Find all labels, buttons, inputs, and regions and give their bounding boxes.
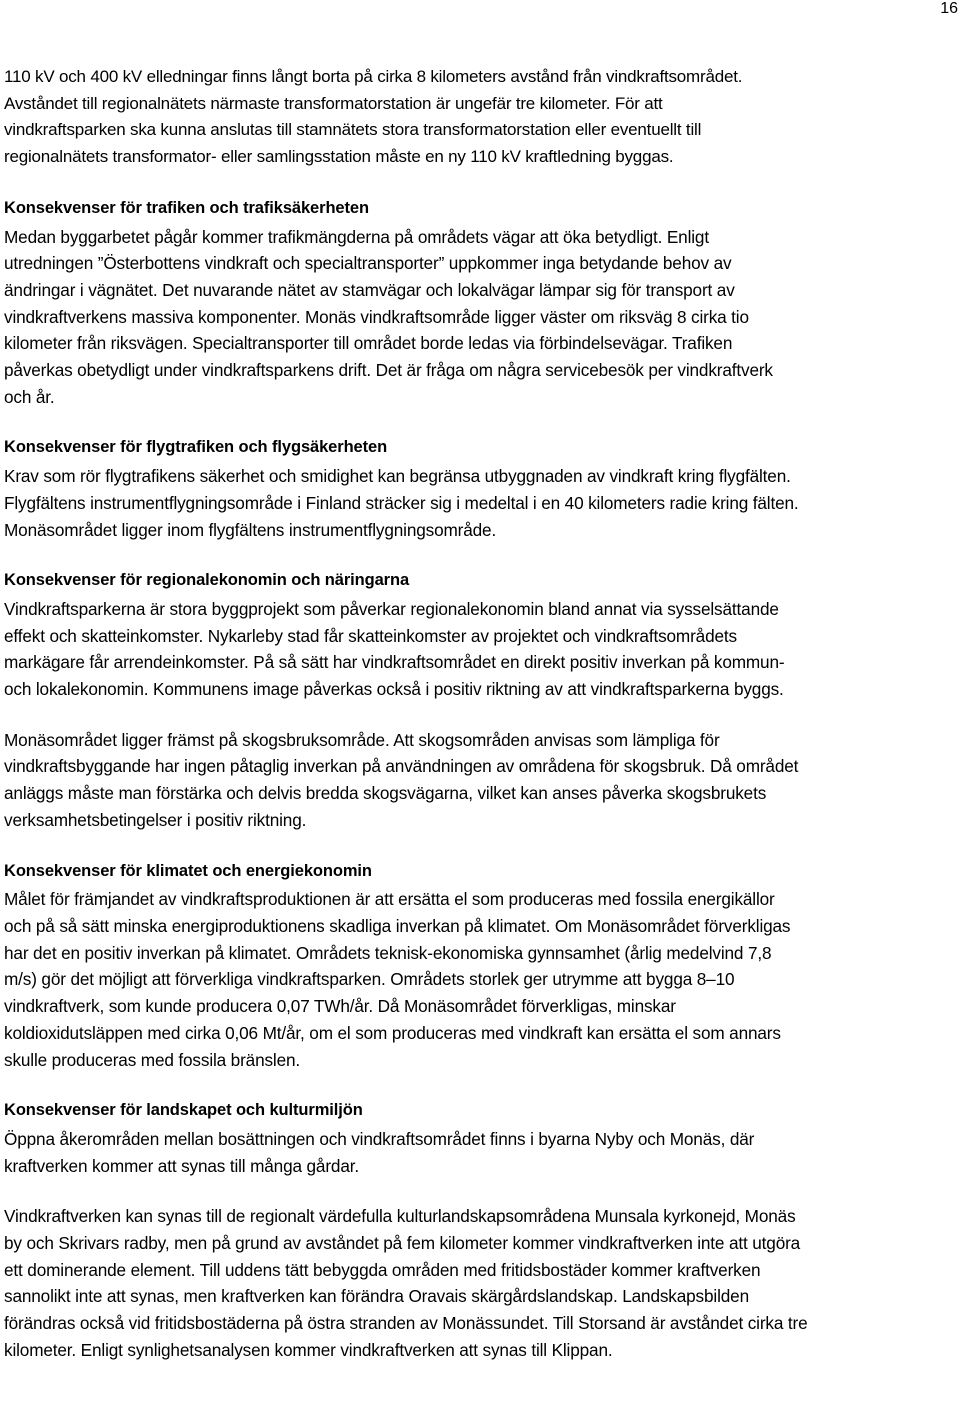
text-line: Monäsområdet ligger inom flygfältens instrumentflygningsområde.: [4, 519, 497, 540]
text-line: Monäsområdet ligger främst på skogsbruksområde. Att skogsområden anvisas som lämpliga för: [4, 729, 720, 750]
section-heading-flyg: Konsekvenser för flygtrafiken och flygsäkerheten: [4, 438, 388, 457]
text-line: påverkas obetydligt under vindkraftsparkens drift. Det är fråga om några servicebesök per vindkraftverk: [4, 360, 773, 381]
text-line: vindkraftverkens massiva komponenter. Monäs vindkraftsområde ligger väster om riksväg 8 cirka tio: [4, 306, 749, 327]
text-line: vindkraftsparken ska kunna anslutas till stamnätets stora transformatorstation eller eventuellt till: [4, 120, 702, 140]
section-paragraph: [4, 463, 956, 543]
text-line: Målet för främjandet av vindkraftsproduktionen är att ersätta el som produceras med fossila energikällor: [4, 889, 775, 910]
section-heading-trafik: Konsekvenser för trafiken och trafiksäkerheten: [4, 198, 369, 217]
text-line: anläggs måste man förstärka och delvis bredda skogsvägarna, vilket kan anses påverka skogsbrukets: [4, 783, 767, 804]
text-line: sannolikt inte att synas, men kraftverken kan förändra Oravais skärgårdslandskap. Landskapsbilden: [4, 1286, 749, 1307]
section-paragraph: [4, 1203, 956, 1363]
text-line: Vindkraftverken kan synas till de regionalt värdefulla kulturlandskapsområdena Munsala kyrkonejd, Monäs: [4, 1206, 796, 1227]
text-line: utredningen ”Österbottens vindkraft och specialtransporter” uppkommer inga betydande behov av: [4, 253, 732, 274]
text-line: vindkraftsbyggande har ingen påtaglig inverkan på användningen av områdena för skogsbruk. Då området: [4, 756, 799, 777]
section-heading-landskap: Konsekvenser för landskapet och kulturmiljön: [4, 1101, 363, 1120]
section-paragraph: [4, 1126, 956, 1179]
text-line: koldioxidutsläppen med cirka 0,06 Mt/år, om el som produceras med vindkraft kan ersätta el som annars: [4, 1022, 781, 1043]
text-line: vindkraftverk, som kunde producera 0,07 TWh/år. Då Monäsområdet förverkligas, minskar: [4, 996, 676, 1017]
text-line: kilometer. Enligt synlighetsanalysen kommer vindkraftverken att synas till Klippan.: [4, 1339, 613, 1360]
text-line: Avståndet till regionalnätets närmaste transformatorstation är ungefär tre kilometer. För att: [4, 93, 663, 113]
text-line: m/s) gör det möjligt att förverkliga vindkraftsparken. Områdets storlek ger utrymme att bygga 8–10: [4, 969, 735, 990]
text-line: Krav som rör flygtrafikens säkerhet och smidighet kan begränsa utbyggnaden av vindkraft kring flygfälten.: [4, 466, 791, 487]
text-line: och på så sätt minska energiproduktionens skadliga inverkan på klimatet. Om Monäsområdet förverkligas: [4, 915, 791, 936]
text-line: effekt och skatteinkomster. Nykarleby stad får skatteinkomster av projektet och vindkraftsområdets: [4, 625, 737, 646]
text-line: har det en positiv inverkan på klimatet. Områdets teknisk-ekonomiska gynnsamhet (årlig medelvind 7,8: [4, 942, 772, 963]
intro-paragraph: [4, 64, 956, 171]
text-line: skulle produceras med fossila bränslen.: [4, 1049, 301, 1070]
section-paragraph: [4, 727, 956, 834]
text-line: kraftverken kommer att synas till många gårdar.: [4, 1155, 359, 1176]
text-line: och år.: [4, 386, 55, 407]
text-line: förändras också vid fritidsbostäderna på östra stranden av Monässundet. Till Storsand är avståndet cirka tre: [4, 1313, 808, 1334]
text-line: ändringar i vägnätet. Det nuvarande nätet av stamvägar och lokalvägar lämpar sig för transport av: [4, 279, 735, 300]
section-paragraph: [4, 596, 956, 703]
text-line: 110 kV och 400 kV elledningar finns långt borta på cirka 8 kilometers avstånd från vindkraftsområdet.: [4, 67, 743, 86]
text-line: Flygfältens instrumentflygningsområde i Finland sträcker sig i medeltal i en 40 kilometers radie kring fälten.: [4, 492, 799, 513]
section-heading-regionalekonomi: Konsekvenser för regionalekonomin och näringarna: [4, 571, 410, 590]
section-paragraph: [4, 886, 956, 1073]
text-line: regionalnätets transformator- eller samlingsstation måste en ny 110 kV kraftledning byggas.: [4, 147, 674, 167]
text-line: ett dominerande element. Till uddens tätt bebyggda områden med fritidsbostäder kommer kraftverken: [4, 1259, 761, 1280]
section-heading-klimat: Konsekvenser för klimatet och energiekonomin: [4, 861, 372, 880]
text-line: markägare får arrendeinkomster. På så sätt har vindkraftsområdet en direkt positiv inverkan på kommun-: [4, 652, 785, 673]
text-line: Vindkraftsparkerna är stora byggprojekt som påverkar regionalekonomin bland annat via sysselsättande: [4, 598, 779, 619]
section-paragraph: [4, 224, 956, 411]
text-line: verksamhetsbetingelser i positiv riktning.: [4, 809, 307, 830]
text-line: kilometer från riksvägen. Specialtransporter till området borde ledas via förbindelsevägar. Trafiken: [4, 333, 733, 354]
text-line: och lokalekonomin. Kommunens image påverkas också i positiv riktning av att vindkraftsparkerna byggs.: [4, 679, 784, 700]
text-line: by och Skrivars radby, men på grund av avståndet på fem kilometer kommer vindkraftverken inte att utgöra: [4, 1233, 801, 1254]
document-body: [4, 64, 956, 1364]
page-number: 16: [940, 0, 958, 17]
text-line: Öppna åkerområden mellan bosättningen och vindkraftsområdet finns i byarna Nyby och Monäs, där: [4, 1128, 755, 1149]
text-line: Medan byggarbetet pågår kommer trafikmängderna på områdets vägar att öka betydligt. Enligt: [4, 226, 709, 247]
